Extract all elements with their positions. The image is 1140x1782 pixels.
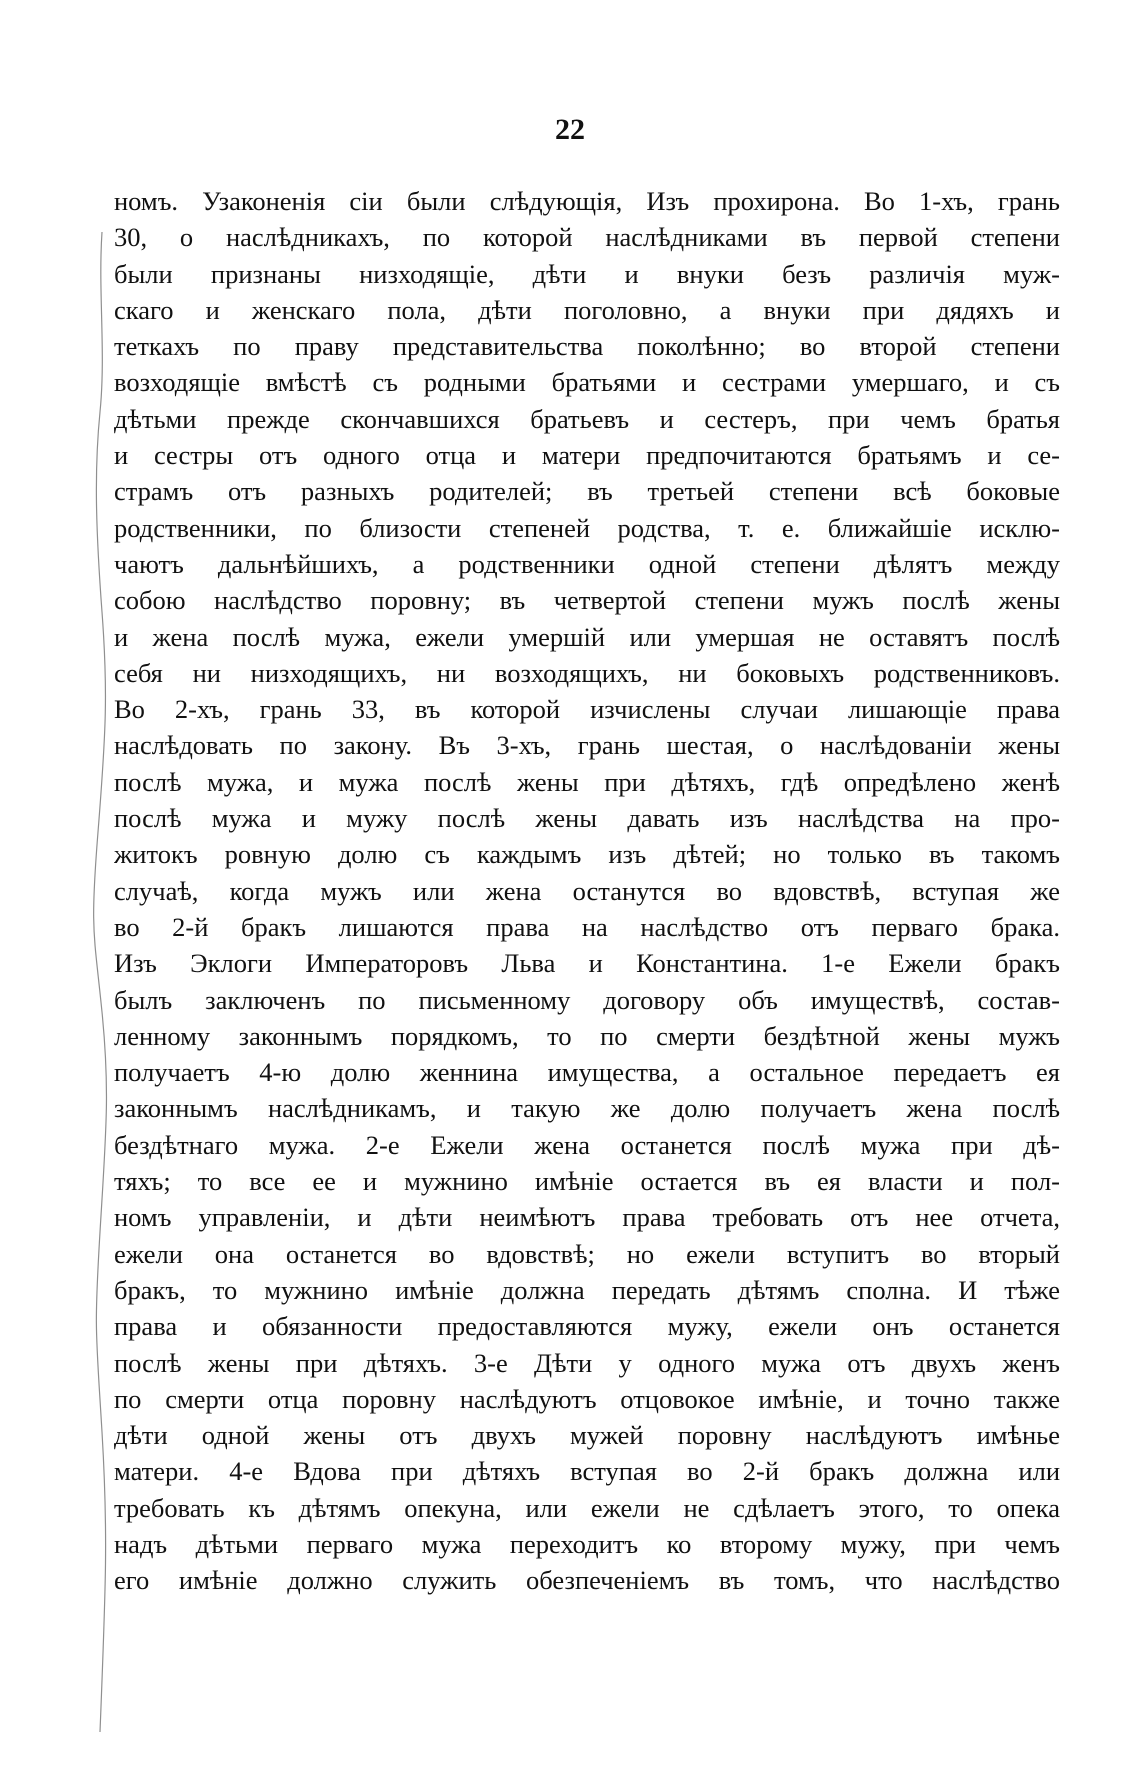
text-line: по смерти отца поровну наслѣдуютъ отцовокое имѣніе, и точно также [114,1383,1060,1414]
text-line: бракъ, то мужнино имѣніе должна передать дѣтямъ сполна. И тѣже [114,1274,1060,1305]
text-line: страмъ отъ разныхъ родителей; въ третьей степени всѣ боковые [114,476,1060,507]
text-line: матери. 4-е Вдова при дѣтяхъ вступая во 2-й бракъ должна или [114,1456,1060,1487]
text-line: возходящіе вмѣстѣ съ родными братьями и сестрами умершаго, и съ [114,367,1060,398]
text-line: житокъ ровную долю съ каждымъ изъ дѣтей; но только въ такомъ [114,839,1060,870]
text-line: 30, о наслѣдникахъ, по которой наслѣдниками въ первой степени [114,222,1060,253]
text-line: себя ни низходящихъ, ни возходящихъ, ни боковыхъ родственниковъ. [114,657,1060,688]
body-text [114,183,1060,1599]
text-line: послѣ мужа, и мужа послѣ жены при дѣтяхъ, гдѣ опредѣлено женѣ [114,766,1060,797]
text-line: во 2-й бракъ лишаются права на наслѣдство отъ перваго брака. [114,911,1060,942]
text-line: и жена послѣ мужа, ежели умершій или умершая не оставятъ послѣ [114,621,1060,652]
text-line: Во 2-хъ, грань 33, въ которой изчислены случаи лишающіе права [114,694,1060,725]
text-line: дѣтьми прежде скончавшихся братьевъ и сестеръ, при чемъ братья [114,403,1060,434]
text-line: дѣти одной жены отъ двухъ мужей поровну наслѣдуютъ имѣнье [114,1420,1060,1451]
text-line: бездѣтнаго мужа. 2-е Ежели жена останется послѣ мужа при дѣ- [114,1129,1060,1160]
text-line: и сестры отъ одного отца и матери предпочитаются братьямъ и се- [114,440,1060,471]
text-line: права и обязанности предоставляются мужу, ежели онъ останется [114,1311,1060,1342]
text-line: случаѣ, когда мужъ или жена останутся во вдовствѣ, вступая же [114,875,1060,906]
text-line: номъ. Узаконенія сіи были слѣдующія, Изъ прохирона. Во 1-хъ, грань [114,186,1060,216]
text-line: были признаны низходящіе, дѣти и внуки безъ различія муж- [114,258,1060,289]
text-line: надъ дѣтьми перваго мужа переходитъ ко второму мужу, при чемъ [114,1528,1060,1559]
page-number: 22 [555,113,585,146]
text-line: родственники, по близости степеней родства, т. е. ближайшіе исклю- [114,512,1060,543]
text-line: собою наслѣдство поровну; въ четвертой степени мужъ послѣ жены [114,585,1060,616]
text-line: получаетъ 4-ю долю женнина имущества, а остальное передаетъ ея [114,1057,1060,1088]
margin-bracket-mark [92,232,110,1732]
text-line: наслѣдовать по закону. Въ 3-хъ, грань шестая, о наслѣдованіи жены [114,730,1060,761]
text-line: послѣ жены при дѣтяхъ. 3-е Дѣти у одного мужа отъ двухъ женъ [114,1347,1060,1378]
text-line: послѣ мужа и мужу послѣ жены давать изъ наслѣдства на про- [114,803,1060,834]
text-line: былъ заключенъ по письменному договору объ имуществѣ, состав- [114,984,1060,1015]
text-line: тяхъ; то все ее и мужнино имѣніе остается въ ея власти и пол- [114,1166,1060,1197]
text-line: чаютъ дальнѣйшихъ, а родственники одной степени дѣлятъ между [114,548,1060,579]
text-line: ленному законнымъ порядкомъ, то по смерти бездѣтной жены мужъ [114,1020,1060,1051]
text-line: теткахъ по праву представительства поколѣнно; во второй степени [114,331,1060,362]
text-line: скаго и женскаго пола, дѣти поголовно, а внуки при дядяхъ и [114,294,1060,325]
text-line: номъ управленіи, и дѣти неимѣютъ права требовать отъ нее отчета, [114,1202,1060,1233]
text-line: Изъ Эклоги Императоровъ Льва и Константина. 1-е Ежели бракъ [114,948,1060,979]
text-line: требовать къ дѣтямъ опекуна, или ежели не сдѣлаетъ этого, то опека [114,1492,1060,1523]
text-line: ежели она останется во вдовствѣ; но ежели вступитъ во вторый [114,1238,1060,1269]
text-line: его имѣніе должно служить обезпеченіемъ въ томъ, что наслѣдство [114,1565,1060,1596]
text-line: законнымъ наслѣдникамъ, и такую же долю получаетъ жена послѣ [114,1093,1060,1124]
